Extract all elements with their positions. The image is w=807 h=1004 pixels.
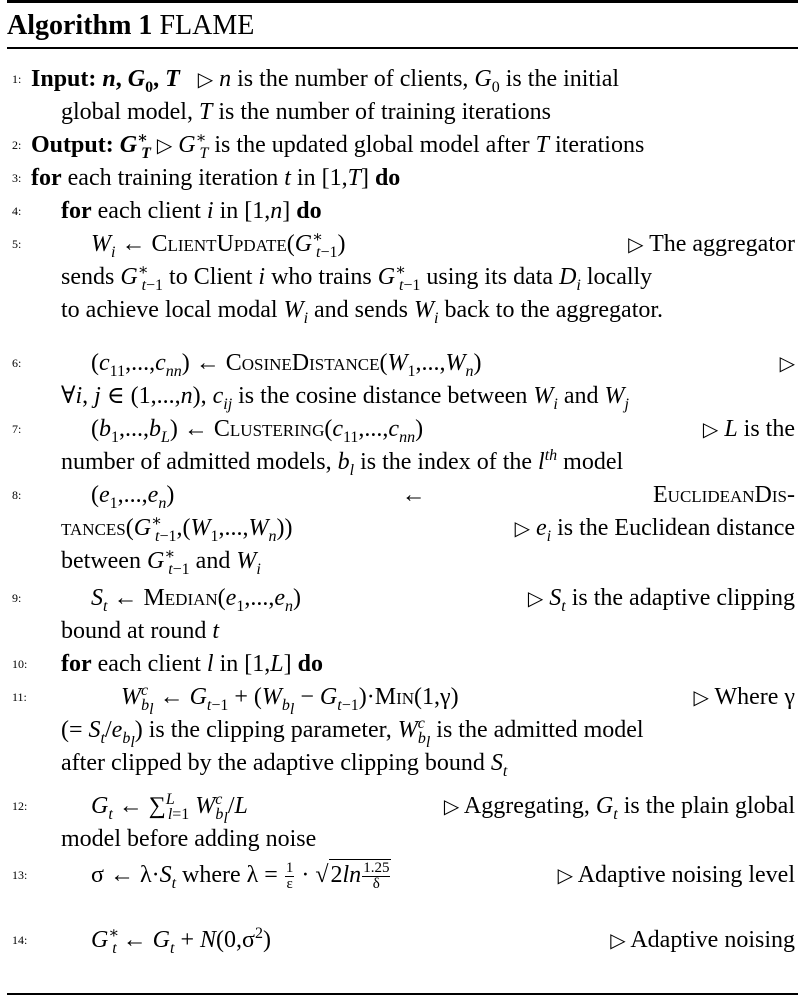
algorithm-line-9: $S_t$ ← $Median(e_1,...,e_n)$ ▷ $S_t$ is the adaptive clipping: [91, 585, 795, 615]
algorithm-line-12-cont: model before adding noise: [61, 826, 317, 852]
algorithm-line-1: Input: n, $G_0$, T ▷ n is the number of clients, $G_0$ is the initial: [31, 66, 620, 96]
algorithm-line-11-cont: (= $S_t/e_{b_l}$) is the clipping parameter, $W^c_{b_l}$ is the admitted model: [61, 715, 644, 751]
algorithm-line-4: for each client i in [1,n] do: [61, 198, 322, 224]
algorithm-line-6-cont: ∀i, j ∈ (1,...,n), $c_{ij}$ is the cosine distance between $W_i$ and $W_j$: [61, 383, 629, 413]
line-number: 4:: [12, 204, 22, 218]
line-number: 8:: [12, 488, 22, 502]
algorithm-line-9-cont: bound at round t: [61, 618, 219, 644]
algorithm-line-13: σ ← $\lambda\cdot S_t$ where λ = $\frac{1}{\varepsilon}$ · √2ln $\frac{1.25}{\delta}$ ▷ Adaptive noising level: [91, 859, 795, 892]
line-number: 7:: [12, 422, 22, 436]
algorithm-line-8-cont: between $G^∗_{t-1}$ and $W_i$: [61, 546, 261, 578]
algorithm-line-14: $G^∗_t$ ← $G_t + N(0,\sigma^2)$ ▷ Adaptive noising: [91, 925, 795, 957]
line-number: 13:: [12, 868, 28, 882]
line-number: 2:: [12, 138, 22, 152]
algorithm-line-3: for each training iteration t in [1,T] do: [31, 165, 401, 191]
algorithm-line-5: $W_i$ ← $ClientUpdate(G^∗_{t-1})$ ▷ The aggregator: [91, 229, 795, 261]
line-number: 9:: [12, 591, 22, 605]
algorithm-name: FLAME: [159, 10, 255, 41]
algorithm-line-6: $(c_{11},...,c_{nn})$ ← $CosineDistance(W_1,...,W_n)$ ▷: [91, 350, 795, 380]
algorithm-title: [7, 9, 254, 43]
bottom-rule: [7, 993, 798, 995]
algorithm-line-5-cont: to achieve local modal $W_i$ and sends $W_i$ back to the aggregator.: [61, 297, 664, 327]
title-rule: [7, 47, 798, 49]
line-number: 14:: [12, 933, 28, 947]
algorithm-line-8: $(e_1,...,e_n)$ ← EuclideanDis-: [91, 482, 795, 512]
algorithm-label: Algorithm 1: [7, 10, 153, 41]
line-number: 11:: [12, 690, 27, 704]
line-number: 10:: [12, 657, 28, 671]
line-number: 6:: [12, 356, 22, 370]
line-number: 1:: [12, 72, 22, 86]
algorithm-line-2: Output: $G^∗_T$ ▷ $G^∗_T$ is the updated global model after T iterations: [31, 130, 645, 162]
algorithm-line-1-cont: global model, T is the number of training iterations: [61, 99, 551, 125]
line-number: 5:: [12, 237, 22, 251]
algorithm-line-5-cont: sends $G^∗_{t-1}$ to Client i who trains $G^∗_{t-1}$ using its data $D_i$ locally: [61, 262, 653, 294]
algorithm-line-11: $W^c_{b_l}$ ← $G_{t-1} + (W_{b_l} - G_{t-1})\cdot Min(1,\gamma)$ ▷ Where γ: [121, 682, 795, 718]
algorithm-line-7: $(b_1,...,b_L)$ ← $Clustering(c_{11},...,c_{nn})$ ▷ L is the: [91, 416, 795, 446]
top-rule: [7, 0, 798, 3]
line-number: 3:: [12, 171, 22, 185]
algorithm-line-11-cont: after clipped by the adaptive clipping bound $S_t$: [61, 750, 508, 780]
algorithm-line-7-cont: number of admitted models, $b_l$ is the index of the $l^{th}$ model: [61, 447, 624, 479]
algorithm-line-10: for each client l in [1,L] do: [61, 651, 323, 677]
line-number: 12:: [12, 799, 28, 813]
algorithm-line-8-cont: $tances(G^∗_{t-1},(W_1,...,W_n))$ ▷ $e_i$ is the Euclidean distance: [61, 513, 795, 545]
algorithm-line-12: $G_t$ ← ∑$^L_{l=1}$ $W^c_{b_l}/L$ ▷ Aggregating, $G_t$ is the plain global: [91, 791, 795, 827]
